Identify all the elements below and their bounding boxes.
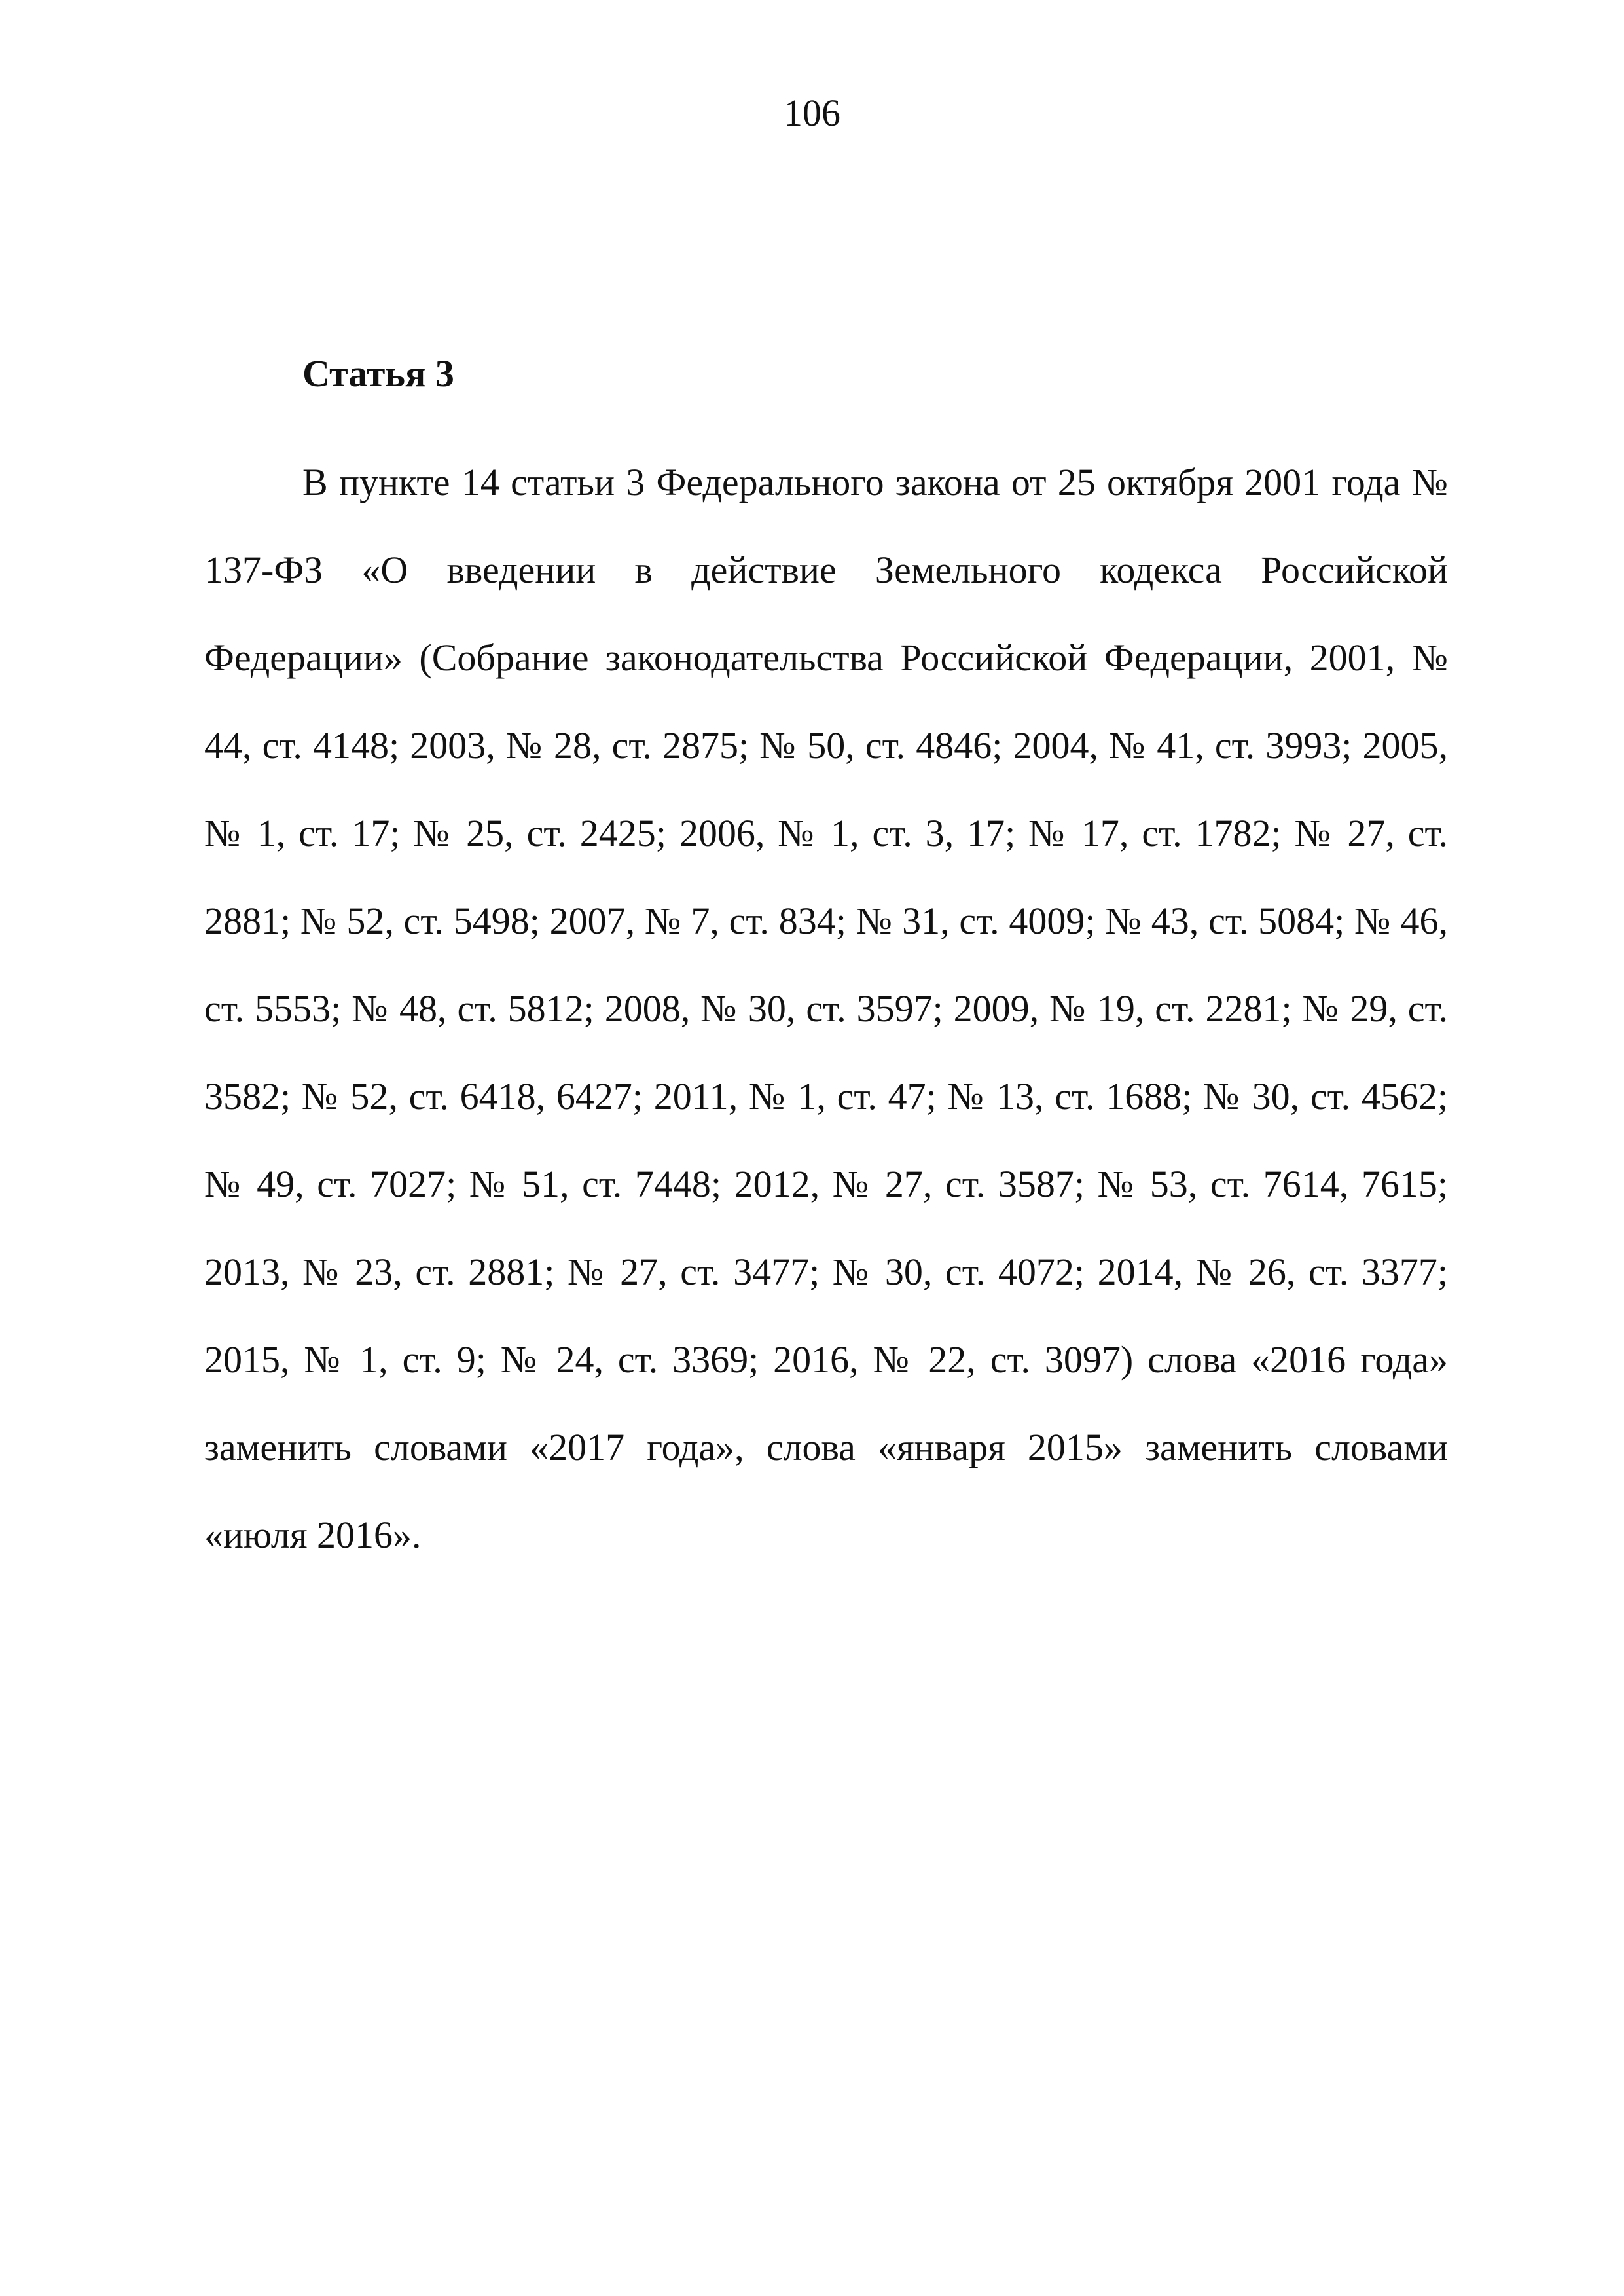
- article-body: В пункте 14 статьи 3 Федерального закона от 25 октября 2001 года № 137-ФЗ «О введении в действие Земельного кодекса Российской Федерации» (Собрание законодательства Российской Федерации, 2001, № 44, ст. 4148; 2003, № 28, ст. 2875; № 50, ст. 4846; 2004, № 41, ст. 3993; 2005, № 1, ст. 17; № 25, ст. 2425; 2006, № 1, ст. 3, 17; № 17, ст. 1782; № 27, ст. 2881; № 52, ст. 5498; 2007, № 7, ст. 834; № 31, ст. 4009; № 43, ст. 5084; № 46, ст. 5553; № 48, ст. 5812; 2008, № 30, ст. 3597; 2009, № 19, ст. 2281; № 29, ст. 3582; № 52, ст. 6418, 6427; 2011, № 1, ст. 47; № 13, ст. 1688; № 30, ст. 4562; № 49, ст. 7027; № 51, ст. 7448; 2012, № 27, ст. 3587; № 53, ст. 7614, 7615; 2013, № 23, ст. 2881; № 27, ст. 3477; № 30, ст. 4072; 2014, № 26, ст. 3377; 2015, № 1, ст. 9; № 24, ст. 3369; 2016, № 22, ст. 3097) слова «2016 года» заменить словами «2017 года», слова «января 2015» заменить словами «июля 2016».: [204, 461, 1448, 1556]
- article-title: Статья 3: [302, 352, 454, 395]
- page-number: 106: [784, 92, 840, 134]
